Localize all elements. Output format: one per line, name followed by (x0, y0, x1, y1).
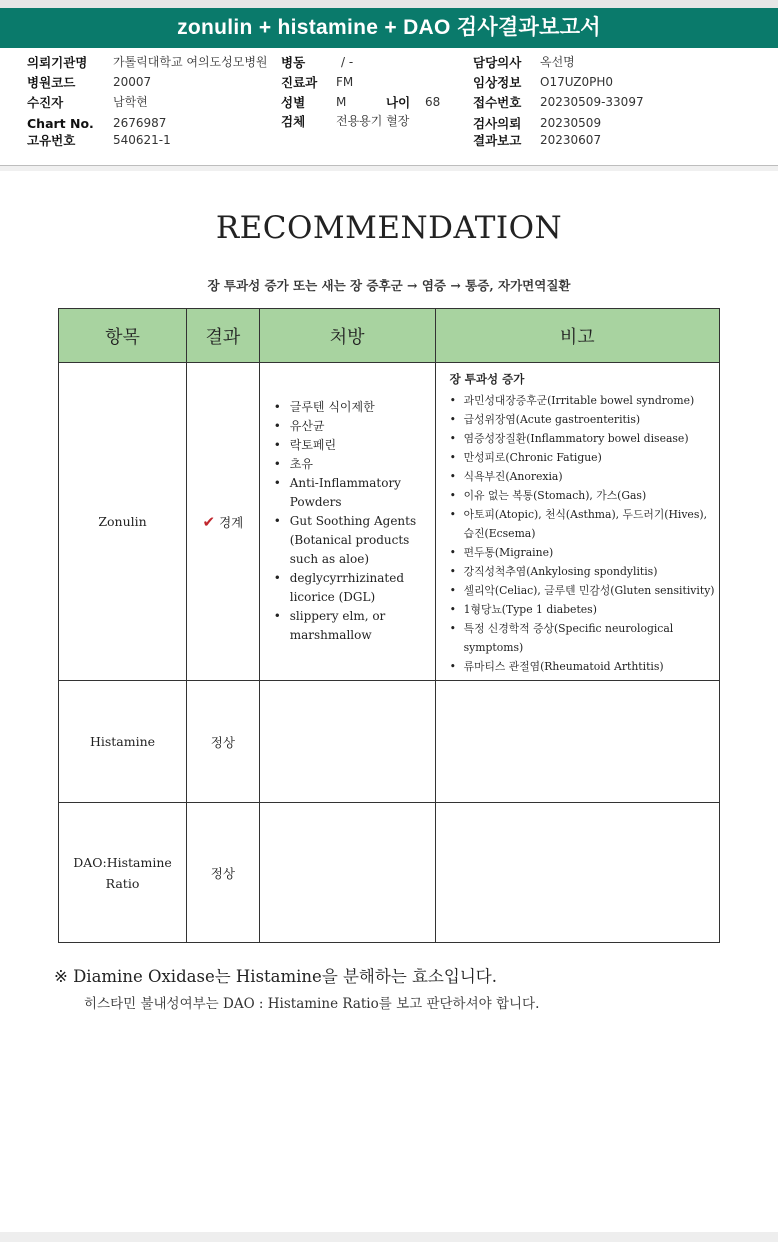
bottom-strip (0, 1232, 778, 1242)
check-mark-icon: ✔ (202, 512, 216, 531)
dao-ratio-result: 정상 (186, 803, 259, 943)
list-item: • 과민성대장증후군(Irritable bowel syndrome) (450, 391, 715, 410)
specimen-value: 전용용기 혈장 (336, 114, 410, 128)
recommendation-title: RECOMMENDATION (215, 210, 563, 246)
age-label: 나이 (386, 95, 411, 110)
notes-title: 장 투과성 증가 (449, 372, 525, 386)
info-row-unique (27, 132, 247, 149)
list-item: • 아토피(Atopic), 천식(Asthma), 두드러기(Hives), 습진(Ecsema) (450, 505, 715, 543)
info-row-report (473, 132, 673, 149)
info-row-chart (27, 115, 247, 132)
list-item: • 강직성척추염(Ankylosing spondylitis) (450, 562, 715, 581)
table-header-row (59, 309, 720, 363)
dao-ratio-notes-cell (435, 803, 719, 943)
recommendation-subtitle: 장 투과성 증가 또는 새는 장 증후군 → 염증 → 통증, 자가면역질환 (207, 278, 571, 293)
dao-ratio-prescription-cell (259, 803, 435, 943)
age-value: 68 (425, 95, 441, 109)
histamine-prescription-cell (259, 681, 435, 803)
list-item: • 락토페린 (274, 436, 431, 455)
prescription-list (260, 398, 435, 645)
request-label: 검사의뢰 (473, 116, 522, 131)
list-item: • deglycyrrhizinated licorice (DGL) (274, 569, 431, 607)
divider (0, 166, 778, 171)
request-value: 20230509 (540, 116, 602, 130)
list-item: • 셀리악(Celiac), 글루텐 민감성(Gluten sensitivity) (450, 581, 715, 600)
doctor-value: 옥선명 (540, 55, 575, 69)
list-item: • 초유 (274, 455, 431, 474)
list-item: • Gut Soothing Agents (Botanical products such as aloe) (274, 512, 431, 569)
info-row-clinical (473, 74, 673, 91)
notes-list (436, 391, 719, 680)
zonulin-notes-cell (435, 363, 719, 681)
zonulin-result-cell (186, 363, 259, 681)
report-value: 20230607 (540, 133, 602, 147)
footnote-line2: 히스타민 불내성여부는 DAO : Histamine Ratio를 보고 판단하셔야 합니다. (84, 996, 540, 1012)
doctor-label: 담당의사 (473, 55, 522, 70)
report-title: zonulin + histamine + DAO 검사결과보고서 (0, 8, 778, 48)
info-row-patient (27, 94, 247, 111)
list-item: • 급성위장염(Acute gastroenteritis) (450, 410, 715, 429)
list-item: • slippery elm, or marshmallow (274, 607, 431, 645)
histamine-notes-cell (435, 681, 719, 803)
info-row-institution (27, 54, 287, 71)
zonulin-result: 경계 (219, 514, 244, 530)
table-row-histamine (59, 681, 720, 803)
list-item: • 1형당뇨(Type 1 diabetes) (450, 600, 715, 619)
institution-value: 가톨릭대학교 여의도성모병원 (113, 55, 268, 69)
dao-ratio-item: DAO:Histamine Ratio (59, 803, 187, 943)
header-result: 결과 (186, 309, 259, 363)
dept-value: FM (336, 75, 354, 89)
histamine-result: 정상 (186, 681, 259, 803)
info-row-doctor (473, 54, 673, 71)
patient-value: 남학현 (113, 95, 148, 109)
info-row-hospital-code (27, 74, 247, 91)
sex-label: 성별 (281, 95, 306, 110)
chart-value: 2676987 (113, 116, 167, 130)
list-item: • 특정 신경학적 증상(Specific neurological symptoms) (450, 619, 715, 657)
list-item: • 식욕부진(Anorexia) (450, 467, 715, 486)
header-info-panel (0, 54, 778, 166)
clinical-value: O17UZ0PH0 (540, 75, 614, 89)
receipt-value: 20230509-33097 (540, 95, 644, 109)
ward-value: / - (341, 55, 354, 69)
ward-label: 병동 (281, 55, 306, 70)
list-item: • 이유 없는 복통(Stomach), 가스(Gas) (450, 486, 715, 505)
list-item: • 글루텐 식이제한 (274, 398, 431, 417)
unique-label: 고유번호 (27, 133, 76, 148)
zonulin-item: Zonulin (59, 363, 187, 681)
dept-label: 진료과 (281, 75, 318, 90)
info-row-specimen (281, 113, 461, 130)
info-row-sex-age (281, 94, 461, 111)
unique-value: 540621-1 (113, 133, 171, 147)
chart-label: Chart No. (27, 116, 94, 131)
list-item: • 류마티스 관절염(Rheumatoid Arthtitis) (450, 657, 715, 676)
institution-label: 의뢰기관명 (27, 55, 88, 70)
receipt-label: 접수번호 (473, 95, 522, 110)
specimen-label: 검체 (281, 114, 306, 129)
info-row-receipt (473, 94, 673, 111)
info-row-request (473, 115, 673, 132)
clinical-label: 임상정보 (473, 75, 522, 90)
hospital-code-value: 20007 (113, 75, 152, 89)
info-row-dept (281, 74, 461, 91)
patient-label: 수진자 (27, 95, 64, 110)
zonulin-prescription-cell (259, 363, 435, 681)
list-item: • 유산균 (274, 417, 431, 436)
footnote-line1: ※ Diamine Oxidase는 Histamine을 분해하는 효소입니다. (54, 967, 497, 986)
list-item: • 편두통(Migraine) (450, 543, 715, 562)
report-label: 결과보고 (473, 133, 522, 148)
header-prescription: 처방 (259, 309, 435, 363)
list-item: • 만성피로(Chronic Fatigue) (450, 448, 715, 467)
table-row-zonulin (59, 363, 720, 681)
header-item: 항목 (59, 309, 187, 363)
list-item: • 염증성장질환(Inflammatory bowel disease) (450, 429, 715, 448)
top-strip (0, 0, 778, 8)
table-row-dao-ratio (59, 803, 720, 943)
sex-value: M (336, 95, 347, 109)
hospital-code-label: 병원코드 (27, 75, 76, 90)
info-row-ward (281, 54, 461, 71)
recommendation-table (58, 308, 720, 943)
list-item: • Anti-Inflammatory Powders (274, 474, 431, 512)
histamine-item: Histamine (59, 681, 187, 803)
header-notes: 비고 (435, 309, 719, 363)
